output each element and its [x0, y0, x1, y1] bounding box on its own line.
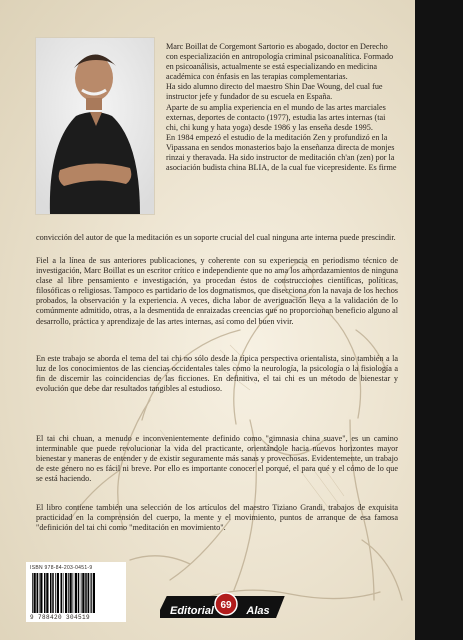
publisher-logo: [160, 590, 290, 624]
barcode-bar: [73, 573, 74, 613]
body-paragraph-text: En este trabajo se aborda el tema del tai chi no sólo desde la típica perspectiva orientalista, sino también a la luz de los conocimientos de las ciencias occidentales tales como la neurología, la psicología o la fisiología a fin de discernir las coincidencias de las ficciones. En definitiva, el tai chi es un método de bienestar y evolución que debe dar resultados tangibles al estudioso.: [36, 354, 398, 394]
barcode-bar: [32, 573, 33, 613]
barcode-bar: [75, 573, 77, 613]
bio-paragraph: Marc Boillat de Corgemont Sartorio es abogado, doctor en Derecho con especialización en antropología criminal psicoanalítica. Formado en psicoanálisis, actualmente se está especializando en medicina académica con énfasis en las terapias complementarias.: [166, 42, 394, 82]
barcode-bar: [81, 573, 82, 613]
barcode-bar: [91, 573, 92, 613]
barcode-bar: [88, 573, 90, 613]
barcode-bar: [82, 573, 84, 613]
barcode-bar: [70, 573, 72, 613]
barcode-bar: [61, 573, 63, 613]
bio-continuation: convicción del autor de que la meditación es un soporte crucial del cual ninguna arte interna puede prescindir.: [36, 233, 396, 242]
author-photo: [36, 38, 154, 214]
barcode-bar: [85, 573, 87, 613]
isbn-barcode: [26, 562, 126, 622]
bio-paragraph: En 1984 empezó el estudio de la meditación Zen y profundizó en la Vipassana en sendos monasterios bajo la enseñanza directa de monjes rinzai y theravada. Ha sido instructor de meditación ch'an (zen) por la asociación budista china BLIA, de la cual fue vicepresidente. Es firme: [166, 132, 397, 173]
publisher-name-right: Alas: [246, 605, 270, 617]
author-portrait-icon: [36, 38, 154, 214]
body-paragraph-text: El libro contiene también una selección de los artículos del maestro Tiziano Grandi, trabajos de exquisita practicidad en la comprensión del cuerpo, la mente y el movimiento, puntos de arranque de esa famosa "definición del tai chi como "meditación en movimiento".: [36, 503, 398, 533]
book-spine-edge: [415, 0, 463, 640]
body-paragraph: [36, 434, 398, 484]
barcode-bar: [63, 573, 64, 613]
barcode-bar: [50, 573, 52, 613]
body-paragraph-text: Fiel a la línea de sus anteriores publicaciones, y coherente con su experiencia en periodismo técnico de investigación, Marc Boillat es un escritor crítico e independiente que no ama los amordazamientos de ninguna clase al libre pensamiento e investigación, ya procedan éstos de construcciones científicas, políticas, filosóficas o religiosas. Tampoco es partidario de los dogmatismos, que disecciona con la navaja de los hechos probados, la observación y la experiencia. A veces, dicha labor de averiguación lleva a la validación de lo comúnmente admitido, otras, a la desmentida de enraizadas creencias que no proporcionan beneficio alguno al desarrollo, práctica y aprendizaje de las artes internas, así como del buen vivir.: [36, 256, 398, 326]
isbn-digits: 9 788420 304519: [30, 614, 91, 621]
barcode-bar: [40, 573, 42, 613]
body-paragraph: [36, 256, 398, 327]
barcode-bar: [68, 573, 69, 613]
isbn-label: ISBN 978-84-203-0451-9: [30, 565, 93, 571]
barcode-bar: [34, 573, 36, 613]
publisher-name-left: Editorial: [169, 605, 215, 617]
body-paragraph: [36, 354, 398, 394]
author-bio: [166, 42, 398, 173]
barcode-bar: [37, 573, 39, 613]
bio-paragraph: Ha sido alumno directo del maestro Shin Dae Woung, del cual fue instructor jefe y fundador de su escuela en España.: [166, 82, 383, 102]
barcode-bar: [39, 573, 40, 613]
barcode-bar: [52, 573, 54, 613]
barcode-bar: [46, 573, 48, 613]
barcode-bar: [90, 573, 91, 613]
barcode-icon: [30, 573, 122, 613]
barcode-bar: [55, 573, 56, 613]
publisher-badge: 69: [220, 600, 232, 611]
barcode-bar: [93, 573, 95, 613]
body-paragraph-text: El tai chi chuan, a menudo e inconvenientemente definido como "gimnasia china suave", es un camino interminable que puede revolucionar la vida del practicante, orientándole hacia nuevos horizontes mayor bienestar y maneras de entender y de existir seguramente más sanas y provechosas. Evidentemente, un trabajo de este género no es fácil ni breve. Por ello es importante conocer el porqué, el para qué y el cómo de lo que se está haciendo.: [36, 434, 398, 484]
barcode-bar: [57, 573, 59, 613]
barcode-bar: [44, 573, 46, 613]
barcode-bar: [78, 573, 80, 613]
body-paragraph: [36, 503, 398, 533]
bio-paragraph: Aparte de su amplia experiencia en el mundo de las artes marciales externas, deportes de contacto (1977), estudia las artes internas (tai chi, chi kung y hata yoga) desde 1986 y las enseña desde 1995.: [166, 102, 386, 132]
barcode-bar: [65, 573, 67, 613]
